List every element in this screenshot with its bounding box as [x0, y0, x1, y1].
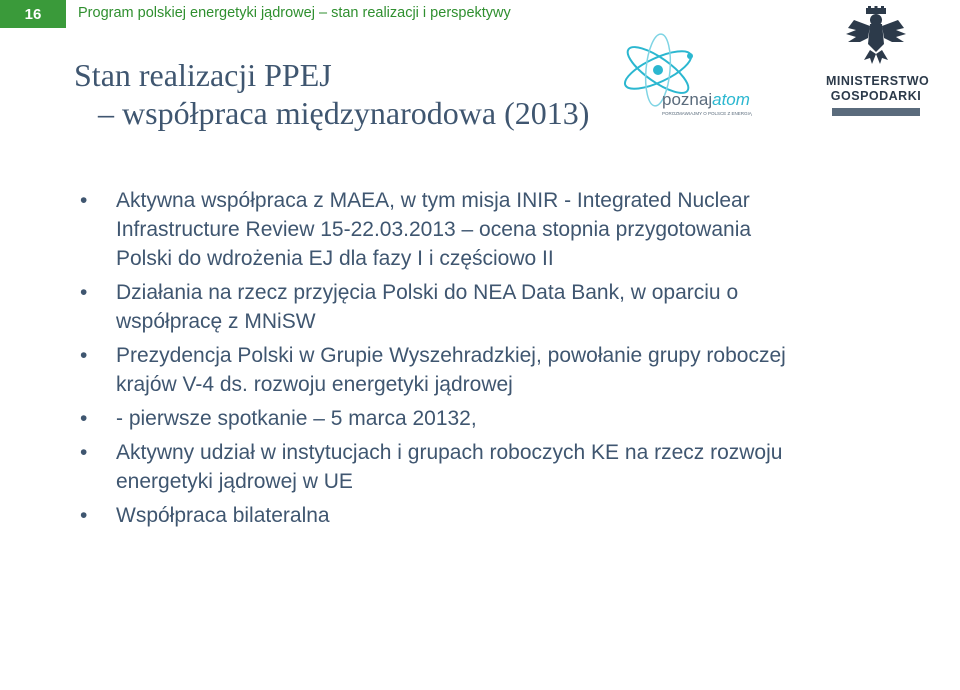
- ministry-logo-stripe: [832, 108, 920, 116]
- list-item: [80, 404, 800, 433]
- bullet-icon: •: [80, 504, 88, 527]
- slide-title-line2: – współpraca międzynarodowa (2013): [98, 95, 590, 131]
- poznaj-atom-tagline: POROZMAWIAJMY O POLSCE Z ENERGIĄ: [662, 111, 752, 116]
- page-number: 16: [0, 0, 66, 28]
- list-item-text: Aktywny udział w instytucjach i grupach roboczych KE na rzecz rozwoju energetyki jądrowej w UE: [116, 441, 783, 493]
- poznaj-atom-wordmark: [662, 90, 750, 110]
- slide-title-line1: Stan realizacji PPEJ: [74, 57, 332, 93]
- list-item-text: Współpraca bilateralna: [116, 504, 330, 527]
- brand-poznaj: poznaj: [662, 90, 713, 109]
- bullet-list: [80, 186, 800, 530]
- ministry-name-line2: GOSPODARKI: [830, 89, 922, 103]
- list-item: [80, 186, 800, 273]
- bullet-icon: •: [80, 281, 88, 304]
- list-item-text: Prezydencja Polski w Grupie Wyszehradzkiej, powołanie grupy roboczej krajów V-4 ds. rozwoju energetyki jądrowej: [116, 344, 786, 396]
- list-item-text: Działania na rzecz przyjęcia Polski do NEA Data Bank, w oparciu o współpracę z MNiSW: [116, 281, 739, 333]
- bullet-icon: •: [80, 441, 88, 464]
- ministry-name-line1: MINISTERSTWO: [826, 74, 930, 88]
- bullet-icon: •: [80, 344, 88, 367]
- eagle-emblem-icon: [826, 6, 926, 68]
- list-item-text: - pierwsze spotkanie – 5 marca 20132,: [116, 407, 477, 430]
- bullet-icon: •: [80, 189, 88, 212]
- bullet-list-container: [80, 186, 800, 535]
- list-item: [80, 278, 800, 336]
- slide-title: [74, 56, 589, 132]
- list-item-text: Aktywna współpraca z MAEA, w tym misja INIR - Integrated Nuclear Infrastructure Review 15-22.03.2013 – ocena stopnia przygotowania Polski do wdrożenia EJ dla fazy I i częściowo II: [116, 189, 752, 270]
- list-item: [80, 341, 800, 399]
- slide-header: [0, 0, 520, 28]
- brand-atom: atom: [712, 90, 750, 109]
- list-item: [80, 438, 800, 496]
- poznaj-atom-logo: [616, 30, 756, 126]
- ministerstwo-gospodarki-logo: [826, 6, 930, 126]
- list-item: [80, 501, 800, 530]
- header-title: Program polskiej energetyki jądrowej – stan realizacji i perspektywy: [78, 5, 511, 21]
- bullet-icon: •: [80, 407, 88, 430]
